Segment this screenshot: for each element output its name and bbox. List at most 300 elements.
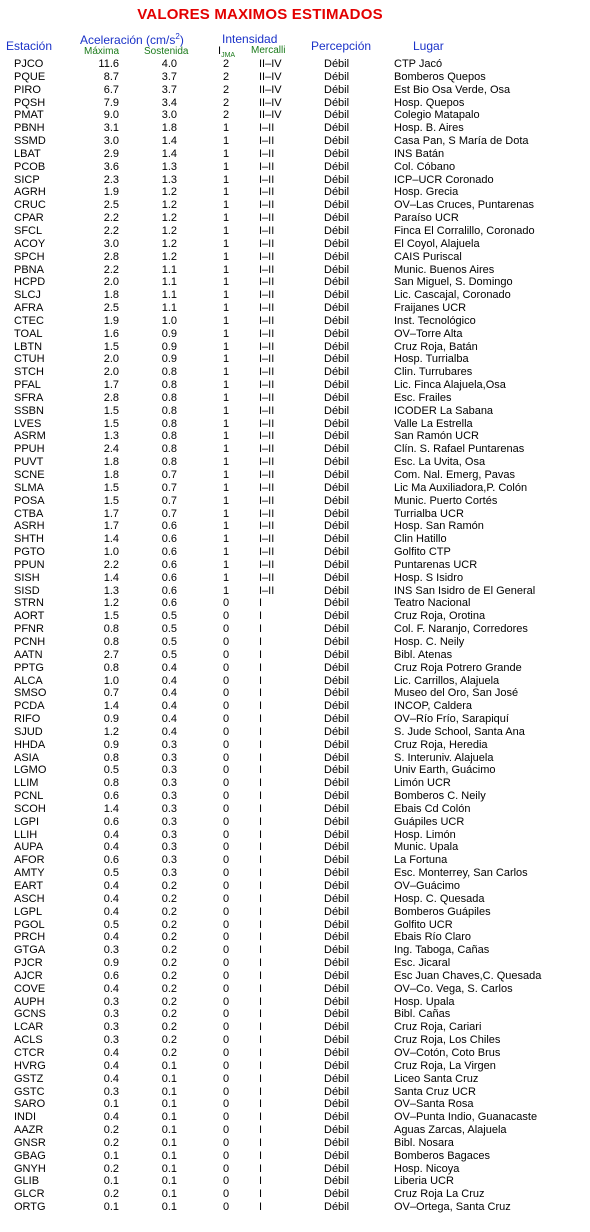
percepcion: Débil	[324, 366, 350, 379]
aceleracion-sostenida: 0.4	[161, 687, 177, 700]
aceleracion-sostenida: 0.3	[161, 738, 177, 751]
header-mercalli: Mercalli	[251, 45, 286, 56]
aceleracion-maxima: 0.7	[103, 687, 119, 700]
lugar: Lic. Cascajal, Coronado	[394, 289, 511, 302]
intensidad-jma: 1	[222, 199, 230, 212]
percepcion: Débil	[324, 841, 350, 854]
intensidad-jma: 1	[222, 546, 230, 559]
lugar: Museo del Oro, San José	[394, 687, 519, 700]
station-code: GLCR	[14, 1188, 45, 1201]
aceleracion-sostenida: 0.5	[161, 610, 177, 623]
aceleracion-maxima: 0.6	[103, 854, 119, 867]
intensidad-mercalli: I	[259, 610, 263, 623]
percepcion: Débil	[324, 738, 350, 751]
aceleracion-sostenida: 0.6	[161, 584, 177, 597]
intensidad-mercalli: I	[259, 828, 263, 841]
intensidad-mercalli: I–II	[259, 327, 275, 340]
intensidad-jma: 2	[222, 109, 230, 122]
station-code: SSMD	[14, 135, 46, 148]
lugar: Liceo Santa Cruz	[394, 1072, 479, 1085]
intensidad-mercalli: I	[259, 867, 263, 880]
header-maxima: Máxima	[84, 46, 120, 57]
lugar: Cruz Roja, Cariari	[394, 1021, 482, 1034]
lugar: Ebais Río Claro	[394, 931, 472, 944]
aceleracion-maxima: 8.7	[103, 70, 119, 83]
intensidad-jma: 1	[222, 276, 230, 289]
table-row	[0, 289, 590, 302]
lugar: Cruz Roja, La Virgen	[394, 1059, 496, 1072]
aceleracion-maxima: 0.5	[103, 764, 119, 777]
table-row	[0, 1098, 590, 1111]
aceleracion-sostenida: 0.2	[161, 880, 177, 892]
aceleracion-sostenida: 0.8	[161, 379, 177, 392]
intensidad-mercalli: I–II	[259, 430, 275, 443]
aceleracion-sostenida: 0.4	[161, 674, 177, 687]
percepcion: Débil	[324, 533, 350, 546]
aceleracion-sostenida: 0.3	[161, 802, 177, 815]
intensidad-mercalli: I	[259, 623, 263, 636]
intensidad-jma: 0	[222, 623, 230, 636]
table-row	[0, 1008, 590, 1021]
header-aceleracion-label: Aceleración (cm/s	[80, 33, 176, 47]
aceleracion-sostenida: 0.8	[161, 443, 177, 456]
aceleracion-maxima: 1.5	[103, 417, 119, 430]
aceleracion-maxima: 2.2	[103, 263, 119, 276]
table-row	[0, 84, 590, 97]
intensidad-mercalli: I	[259, 1201, 263, 1214]
aceleracion-sostenida: 0.3	[161, 751, 177, 764]
intensidad-mercalli: I	[259, 700, 263, 713]
aceleracion-maxima: 6.7	[103, 83, 119, 96]
intensidad-jma: 0	[222, 918, 230, 931]
intensidad-jma: 0	[222, 995, 230, 1008]
aceleracion-maxima: 2.8	[103, 391, 119, 404]
intensidad-mercalli: I–II	[259, 276, 275, 289]
intensidad-jma: 0	[222, 1136, 230, 1149]
table-row	[0, 1175, 590, 1188]
aceleracion-maxima: 0.1	[103, 1098, 119, 1111]
aceleracion-maxima: 0.6	[103, 969, 119, 982]
intensidad-mercalli: I–II	[259, 558, 275, 571]
aceleracion-sostenida: 1.1	[161, 289, 177, 302]
station-code: LGPI	[14, 815, 40, 828]
lugar: Com. Nal. Emerg, Pavas	[394, 469, 516, 481]
percepcion: Débil	[324, 880, 350, 892]
station-code: GSTZ	[14, 1072, 44, 1085]
aceleracion-sostenida: 0.3	[161, 854, 177, 867]
lugar: Bibl. Atenas	[394, 648, 453, 661]
aceleracion-maxima: 0.4	[103, 1111, 119, 1124]
table-row	[0, 1188, 590, 1201]
intensidad-jma: 1	[222, 122, 230, 135]
percepcion: Débil	[324, 96, 350, 109]
percepcion: Débil	[324, 404, 350, 417]
intensidad-mercalli: I–II	[259, 520, 275, 533]
table-row	[0, 867, 590, 880]
aceleracion-maxima: 1.7	[103, 520, 119, 533]
percepcion: Débil	[324, 340, 350, 353]
aceleracion-sostenida: 1.2	[161, 186, 177, 199]
intensidad-jma: 2	[222, 58, 230, 70]
lugar: Santa Cruz UCR	[394, 1085, 476, 1098]
station-code: ASRM	[14, 430, 46, 443]
aceleracion-sostenida: 0.1	[161, 1085, 177, 1098]
lugar: Esc Juan Chaves,C. Quesada	[394, 969, 542, 982]
station-code: PCNL	[14, 790, 44, 803]
intensidad-mercalli: I–II	[259, 122, 275, 135]
table-row	[0, 585, 590, 598]
aceleracion-sostenida: 0.2	[161, 1021, 177, 1034]
intensidad-jma: 0	[222, 944, 230, 957]
table-row	[0, 58, 590, 71]
intensidad-mercalli: I–II	[259, 533, 275, 546]
table-row	[0, 1034, 590, 1047]
aceleracion-maxima: 1.7	[103, 379, 119, 392]
intensidad-jma: 0	[222, 1034, 230, 1047]
table-row	[0, 829, 590, 842]
station-code: ORTG	[14, 1201, 46, 1214]
aceleracion-maxima: 0.5	[103, 918, 119, 931]
lugar: Lic. Carrillos, Alajuela	[394, 674, 500, 687]
station-code: PPUH	[14, 443, 45, 456]
percepcion: Débil	[324, 443, 350, 456]
intensidad-jma: 1	[222, 391, 230, 404]
aceleracion-sostenida: 1.2	[161, 224, 177, 237]
intensidad-mercalli: I	[259, 1111, 263, 1124]
intensidad-mercalli: I	[259, 1072, 263, 1085]
aceleracion-sostenida: 1.4	[161, 135, 177, 148]
intensidad-mercalli: I–II	[259, 289, 275, 302]
table-row	[0, 405, 590, 418]
intensidad-jma: 1	[222, 481, 230, 494]
station-code: COVE	[14, 982, 46, 995]
intensidad-jma: 0	[222, 610, 230, 623]
lugar: Cruz Roja, Orotina	[394, 610, 486, 623]
table-row	[0, 559, 590, 572]
station-code: ASCH	[14, 892, 45, 905]
intensidad-mercalli: I–II	[259, 456, 275, 469]
table-row	[0, 122, 590, 135]
intensidad-jma: 1	[222, 533, 230, 546]
aceleracion-sostenida: 1.2	[161, 237, 177, 250]
aceleracion-maxima: 0.4	[103, 1046, 119, 1059]
lugar: CAIS Puriscal	[394, 250, 462, 263]
aceleracion-maxima: 2.7	[103, 648, 119, 661]
table-row	[0, 1163, 590, 1176]
station-code: CTUH	[14, 353, 45, 366]
percepcion: Débil	[324, 1046, 350, 1059]
intensidad-mercalli: I	[259, 648, 263, 661]
lugar: Lic. Finca Alajuela,Osa	[394, 379, 506, 392]
table-row	[0, 264, 590, 277]
intensidad-jma: 1	[222, 366, 230, 379]
intensidad-jma: 1	[222, 186, 230, 199]
intensidad-jma: 1	[222, 340, 230, 353]
intensidad-mercalli: I	[259, 751, 263, 764]
intensidad-jma: 0	[222, 957, 230, 970]
aceleracion-maxima: 1.5	[103, 404, 119, 417]
lugar: Puntarenas UCR	[394, 558, 478, 571]
lugar: Aguas Zarcas, Alajuela	[394, 1124, 507, 1137]
intensidad-mercalli: I–II	[259, 173, 275, 186]
station-code: AORT	[14, 610, 45, 623]
percepcion: Débil	[324, 520, 350, 533]
aceleracion-sostenida: 0.4	[161, 661, 177, 674]
table-row	[0, 1111, 590, 1124]
intensidad-jma: 0	[222, 597, 230, 610]
aceleracion-sostenida: 0.2	[161, 931, 177, 944]
station-code: CRUC	[14, 199, 46, 212]
lugar: INS San Isidro de El General	[394, 584, 536, 597]
intensidad-mercalli: I	[259, 1059, 263, 1072]
percepcion: Débil	[324, 276, 350, 289]
intensidad-jma: 0	[222, 713, 230, 726]
table-row	[0, 199, 590, 212]
aceleracion-maxima: 2.5	[103, 199, 119, 212]
aceleracion-maxima: 0.8	[103, 777, 119, 790]
lugar: Bibl. Nosara	[394, 1136, 454, 1149]
intensidad-jma: 0	[222, 764, 230, 777]
percepcion: Débil	[324, 1136, 350, 1149]
intensidad-jma: 1	[222, 250, 230, 263]
table-row	[0, 649, 590, 662]
station-code: LCAR	[14, 1021, 44, 1034]
percepcion: Débil	[324, 1149, 350, 1162]
aceleracion-sostenida: 1.1	[161, 276, 177, 289]
table-row	[0, 148, 590, 161]
station-code: ASRH	[14, 520, 45, 533]
aceleracion-sostenida: 0.1	[161, 1149, 177, 1162]
table-row	[0, 764, 590, 777]
intensidad-jma: 0	[222, 1149, 230, 1162]
intensidad-jma: 1	[222, 353, 230, 366]
table-row	[0, 777, 590, 790]
percepcion: Débil	[324, 237, 350, 250]
percepcion: Débil	[324, 122, 350, 135]
lugar: Hosp. San Ramón	[394, 520, 484, 533]
lugar: Clín. S. Rafael Puntarenas	[394, 443, 525, 456]
intensidad-mercalli: I–II	[259, 546, 275, 559]
percepcion: Débil	[324, 1072, 350, 1085]
station-code: SCNE	[14, 469, 45, 481]
percepcion: Débil	[324, 546, 350, 559]
intensidad-jma: 0	[222, 635, 230, 648]
lugar: Hosp. Quepos	[394, 96, 465, 109]
aceleracion-maxima: 0.1	[103, 1149, 119, 1162]
intensidad-jma: 0	[222, 738, 230, 751]
aceleracion-maxima: 0.1	[103, 1175, 119, 1188]
table-row	[0, 456, 590, 469]
aceleracion-maxima: 0.8	[103, 751, 119, 764]
aceleracion-maxima: 0.8	[103, 635, 119, 648]
aceleracion-sostenida: 0.2	[161, 969, 177, 982]
station-code: GNYH	[14, 1162, 46, 1175]
station-code: GTGA	[14, 944, 46, 957]
table-row	[0, 1137, 590, 1150]
station-code: CTCR	[14, 1046, 45, 1059]
intensidad-mercalli: I	[259, 944, 263, 957]
intensidad-mercalli: I	[259, 1188, 263, 1201]
station-code: PJCR	[14, 957, 43, 970]
table-row	[0, 238, 590, 251]
aceleracion-maxima: 0.3	[103, 1085, 119, 1098]
table-row	[0, 610, 590, 623]
intensidad-jma: 0	[222, 777, 230, 790]
intensidad-mercalli: I–II	[259, 391, 275, 404]
intensidad-jma: 0	[222, 905, 230, 918]
lugar: OV–Guácimo	[394, 880, 461, 892]
intensidad-jma: 0	[222, 867, 230, 880]
lugar: Bomberos Guápiles	[394, 905, 491, 918]
aceleracion-maxima: 0.1	[103, 1201, 119, 1214]
percepcion: Débil	[324, 1175, 350, 1188]
station-code: LGMO	[14, 764, 47, 777]
table-row	[0, 353, 590, 366]
lugar: Cruz Roja, Batán	[394, 340, 478, 353]
intensidad-jma: 1	[222, 520, 230, 533]
table-row	[0, 469, 590, 482]
percepcion: Débil	[324, 1098, 350, 1111]
intensidad-jma: 0	[222, 1201, 230, 1214]
percepcion: Débil	[324, 1034, 350, 1047]
aceleracion-maxima: 3.1	[103, 122, 119, 135]
percepcion: Débil	[324, 327, 350, 340]
percepcion: Débil	[324, 186, 350, 199]
lugar: OV–Co. Vega, S. Carlos	[394, 982, 513, 995]
aceleracion-maxima: 9.0	[103, 109, 119, 122]
aceleracion-maxima: 0.4	[103, 880, 119, 892]
intensidad-jma: 0	[222, 700, 230, 713]
aceleracion-sostenida: 0.1	[161, 1136, 177, 1149]
intensidad-mercalli: I–II	[259, 186, 275, 199]
station-code: SISH	[14, 571, 40, 584]
aceleracion-maxima: 0.4	[103, 931, 119, 944]
aceleracion-sostenida: 0.7	[161, 507, 177, 520]
aceleracion-maxima: 0.4	[103, 841, 119, 854]
intensidad-mercalli: I–II	[259, 366, 275, 379]
intensidad-jma: 1	[222, 430, 230, 443]
table-row	[0, 174, 590, 187]
aceleracion-sostenida: 0.8	[161, 417, 177, 430]
aceleracion-sostenida: 0.2	[161, 918, 177, 931]
aceleracion-sostenida: 0.1	[161, 1175, 177, 1188]
aceleracion-maxima: 0.4	[103, 982, 119, 995]
aceleracion-maxima: 1.0	[103, 546, 119, 559]
aceleracion-maxima: 0.9	[103, 713, 119, 726]
percepcion: Débil	[324, 969, 350, 982]
percepcion: Débil	[324, 430, 350, 443]
percepcion: Débil	[324, 944, 350, 957]
lugar: Liberia UCR	[394, 1175, 454, 1188]
intensidad-jma: 0	[222, 1085, 230, 1098]
lugar: Cruz Roja, Los Chiles	[394, 1034, 501, 1047]
intensidad-jma: 0	[222, 841, 230, 854]
intensidad-jma: 0	[222, 1059, 230, 1072]
percepcion: Débil	[324, 764, 350, 777]
lugar: Ing. Taboga, Cañas	[394, 944, 490, 957]
aceleracion-maxima: 1.4	[103, 533, 119, 546]
station-code: LLIH	[14, 828, 38, 841]
header-intensidad: Intensidad	[222, 32, 278, 46]
lugar: Casa Pan, S María de Dota	[394, 135, 529, 148]
table-row	[0, 546, 590, 559]
intensidad-mercalli: I	[259, 738, 263, 751]
percepcion: Débil	[324, 507, 350, 520]
intensidad-jma: 1	[222, 443, 230, 456]
percepcion: Débil	[324, 597, 350, 610]
intensidad-mercalli: I–II	[259, 263, 275, 276]
table-row	[0, 880, 590, 893]
intensidad-mercalli: I	[259, 790, 263, 803]
percepcion: Débil	[324, 610, 350, 623]
table-row	[0, 790, 590, 803]
intensidad-mercalli: I–II	[259, 353, 275, 366]
lugar: Lic Ma Auxiliadora,P. Colón	[394, 481, 528, 494]
intensidad-mercalli: I	[259, 597, 263, 610]
header-aceleracion	[80, 32, 184, 47]
station-code: LGPL	[14, 905, 43, 918]
station-code: SHTH	[14, 533, 44, 546]
intensidad-jma: 0	[222, 1008, 230, 1021]
intensidad-mercalli: I–II	[259, 212, 275, 225]
aceleracion-maxima: 1.5	[103, 481, 119, 494]
aceleracion-maxima: 1.3	[103, 430, 119, 443]
intensidad-jma: 1	[222, 263, 230, 276]
percepcion: Débil	[324, 790, 350, 803]
aceleracion-sostenida: 0.5	[161, 635, 177, 648]
intensidad-jma: 0	[222, 802, 230, 815]
percepcion: Débil	[324, 147, 350, 160]
table-row	[0, 726, 590, 739]
table-row	[0, 1047, 590, 1060]
aceleracion-sostenida: 1.8	[161, 122, 177, 135]
aceleracion-sostenida: 0.2	[161, 944, 177, 957]
percepcion: Débil	[324, 982, 350, 995]
lugar: Bomberos Bagaces	[394, 1149, 490, 1162]
station-code: CTBA	[14, 507, 44, 520]
table-row	[0, 687, 590, 700]
aceleracion-sostenida: 3.7	[161, 70, 177, 83]
stations-table	[0, 58, 590, 1214]
aceleracion-sostenida: 0.2	[161, 892, 177, 905]
lugar: Inst. Tecnológico	[394, 314, 476, 327]
header-aceleracion-exponent: 2	[175, 32, 180, 41]
aceleracion-maxima: 0.6	[103, 815, 119, 828]
header-percepcion: Percepción	[311, 39, 372, 53]
intensidad-mercalli: I	[259, 969, 263, 982]
intensidad-jma: 0	[222, 1021, 230, 1034]
station-code: SICP	[14, 173, 40, 186]
intensidad-jma: 0	[222, 790, 230, 803]
table-row	[0, 520, 590, 533]
page-title: VALORES MAXIMOS ESTIMADOS	[137, 6, 383, 23]
percepcion: Débil	[324, 713, 350, 726]
intensidad-mercalli: I–II	[259, 302, 275, 315]
aceleracion-maxima: 1.2	[103, 597, 119, 610]
table-row	[0, 508, 590, 521]
aceleracion-maxima: 2.0	[103, 366, 119, 379]
percepcion: Débil	[324, 1188, 350, 1201]
station-code: SMSO	[14, 687, 47, 700]
intensidad-jma: 2	[222, 83, 230, 96]
percepcion: Débil	[324, 263, 350, 276]
aceleracion-maxima: 2.0	[103, 353, 119, 366]
aceleracion-maxima: 1.9	[103, 186, 119, 199]
percepcion: Débil	[324, 648, 350, 661]
percepcion: Débil	[324, 815, 350, 828]
aceleracion-sostenida: 0.6	[161, 558, 177, 571]
table-row	[0, 1073, 590, 1086]
